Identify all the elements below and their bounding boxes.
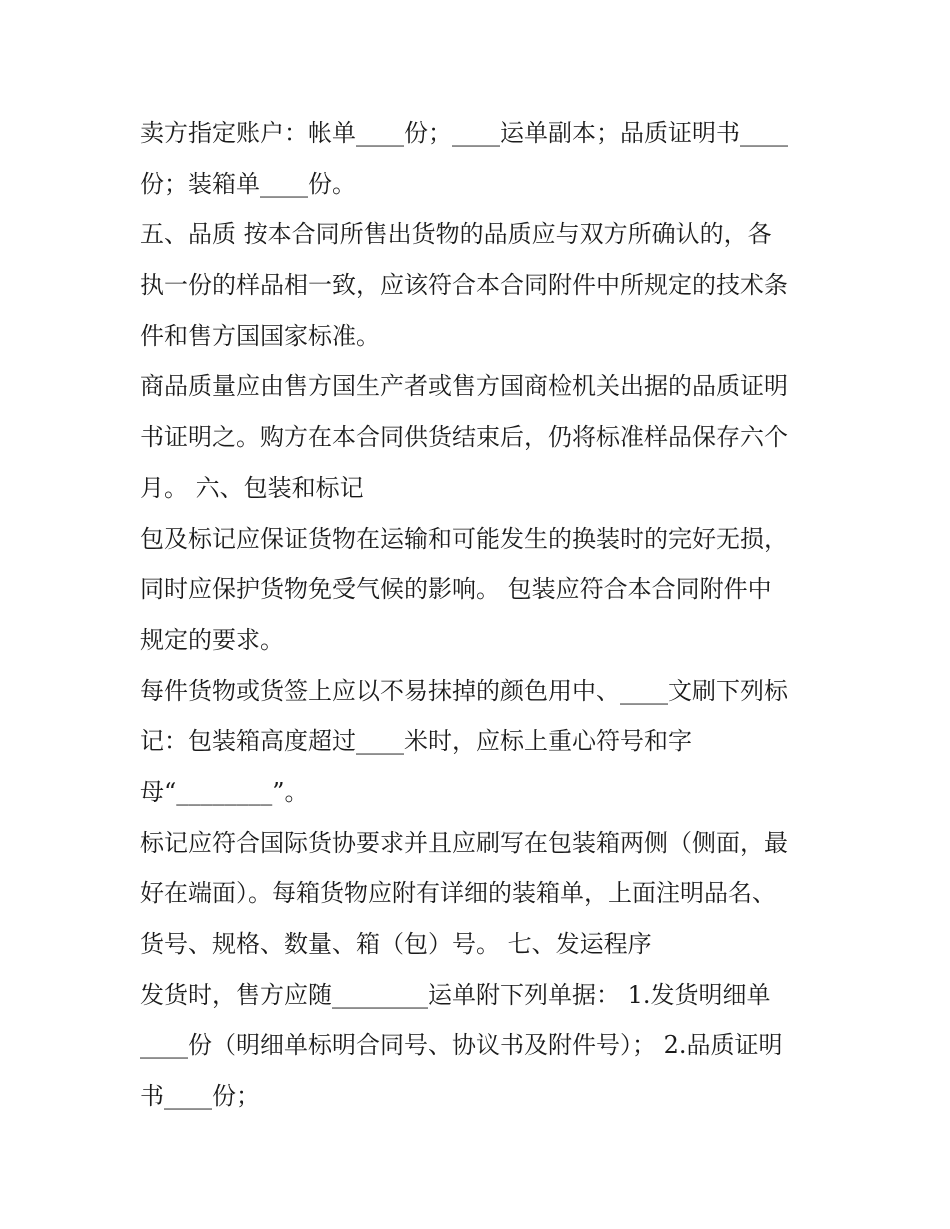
text-line-8: 月。 六、包装和标记 <box>140 473 364 502</box>
text-line-17: 货号、规格、数量、箱（包）号。 七、发运程序 <box>140 930 652 958</box>
text-line-16: 好在端面）。每箱货物应附有详细的装箱单，上面注明品名、 <box>140 879 776 908</box>
text-line-10: 同时应保护货物免受气候的影响。 包装应符合本合同附件中 <box>140 575 772 604</box>
text-line-13: 记：包装箱高度超过____米时，应标上重心符号和字 <box>140 727 692 756</box>
text-line-2: 份；装箱单____份。 <box>140 169 356 198</box>
text-line-1: 卖方指定账户：帐单____份；____运单副本；品质证明书____ <box>140 119 788 147</box>
text-line-14: 母“________”。 <box>140 777 309 806</box>
text-line-6: 商品质量应由售方国生产者或售方国商检机关出据的品质证明 <box>140 372 788 401</box>
text-line-5: 件和售方国国家标准。 <box>140 321 380 350</box>
text-line-11: 规定的要求。 <box>140 625 284 654</box>
text-line-20: 书____份； <box>140 1082 260 1111</box>
text-line-3: 五、品质 按本合同所售出货物的品质应与双方所确认的，各 <box>140 220 772 249</box>
text-line-12: 每件货物或货签上应以不易抹掉的颜色用中、____文刷下列标 <box>140 676 788 705</box>
text-line-15: 标记应符合国际货协要求并且应刷写在包装箱两侧（侧面，最 <box>140 828 788 857</box>
text-line-4: 执一份的样品相一致，应该符合本合同附件中所规定的技术条 <box>140 271 788 300</box>
contract-text <box>140 108 820 1122</box>
text-line-9: 包及标记应保证货物在运输和可能发生的换装时的完好无损， <box>140 524 788 553</box>
text-line-18: 发货时，售方应随________运单附下列单据： 1.发货明细单 <box>140 980 771 1009</box>
text-line-19: ____份（明细单标明合同号、协议书及附件号）； 2.品质证明 <box>140 1031 783 1060</box>
text-line-7: 书证明之。购方在本合同供货结束后，仍将标准样品保存六个 <box>140 423 788 452</box>
